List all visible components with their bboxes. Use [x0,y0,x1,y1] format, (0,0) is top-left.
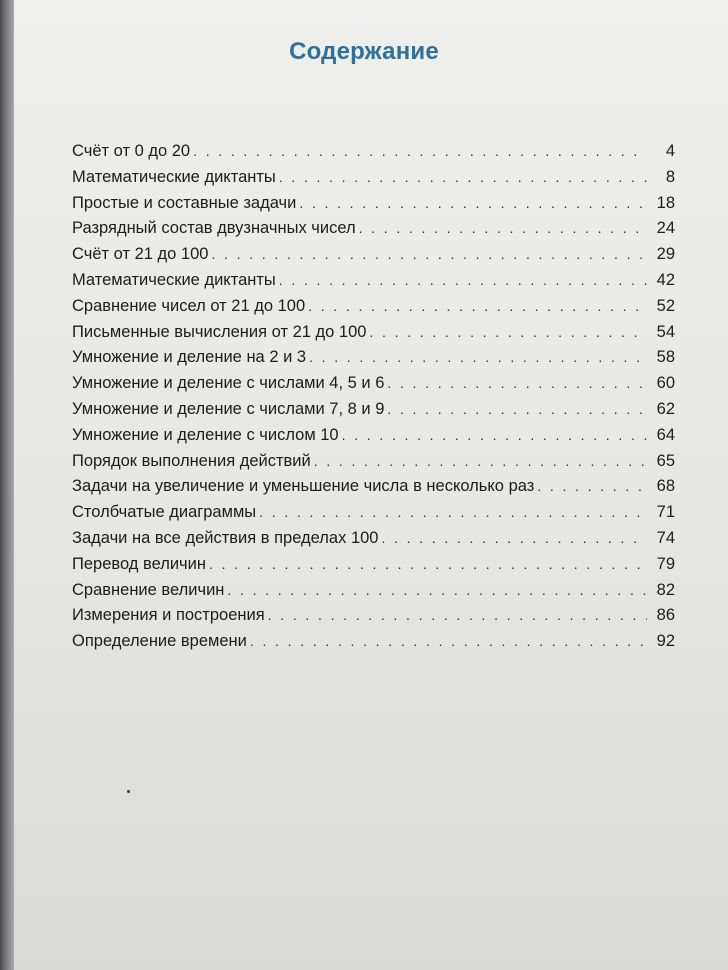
toc-entry-label: Определение времени [72,632,247,651]
toc-entry-page-number: 60 [656,374,675,393]
toc-entry [72,581,675,607]
toc-entry-label: Задачи на увеличение и уменьшение числа в несколько раз [72,477,535,496]
toc-entry-label: Счёт от 21 до 100 [72,245,209,264]
toc-entry [72,503,675,529]
toc-entry-page-number: 29 [656,245,675,264]
toc-dot-leader [359,220,647,236]
toc-entry-label: Математические диктанты [72,270,276,289]
toc-entry-page-number: 92 [656,632,675,651]
toc-dot-leader [387,375,647,391]
toc-dot-leader [227,582,647,598]
toc-dot-leader [279,272,647,288]
toc-entry-label: Перевод величин [72,554,206,573]
toc-entry-label: Сравнение величин [72,580,225,599]
toc-entry-page-number: 42 [656,270,675,289]
toc-dot-leader [309,349,647,365]
toc-entry [72,477,675,503]
toc-entry-label: Задачи на все действия в пределах 100 [72,528,379,547]
toc-entry-label: Умножение и деление с числами 7, 8 и 9 [72,399,385,418]
toc-entry-page-number: 18 [656,193,675,212]
toc-entry-page-number: 82 [656,580,675,599]
toc-entry [72,271,675,297]
toc-entry-page-number: 58 [656,348,675,367]
toc-entry-page-number: 65 [656,451,675,470]
toc-entry-label: Порядок выполнения действий [72,451,311,470]
toc-entry [72,529,675,555]
toc-entry [72,168,675,194]
toc-dot-leader [314,453,647,469]
toc-dot-leader [387,401,647,417]
toc-entry-page-number: 8 [665,167,675,186]
toc-entry-page-number: 52 [656,296,675,315]
toc-dot-leader [369,324,647,340]
toc-entry [72,323,675,349]
toc-entry-label: Простые и составные задачи [72,193,297,212]
toc-entry [72,632,675,658]
toc-entry-page-number: 86 [656,606,675,625]
toc-entry [72,245,675,271]
toc-dot-leader [381,530,647,546]
toc-entry-label: Математические диктанты [72,167,276,186]
toc-entry [72,555,675,581]
toc-dot-leader [308,298,647,314]
toc-entry-page-number: 54 [656,322,675,341]
page-title: Содержание [289,38,439,66]
toc-dot-leader [209,556,647,572]
toc-entry-label: Измерения и построения [72,606,265,625]
toc-entry [72,374,675,400]
toc-dot-leader [259,504,647,520]
toc-entry-page-number: 71 [656,503,675,522]
toc-entry-label: Счёт от 0 до 20 [72,142,191,160]
toc-entry-page-number: 4 [665,142,675,160]
paper-speck [127,790,130,793]
toc-dot-leader [193,143,647,159]
toc-entry [72,400,675,426]
table-of-contents [72,142,675,658]
toc-entry-label: Умножение и деление на 2 и 3 [72,348,307,367]
toc-entry-page-number: 79 [656,554,675,573]
toc-dot-leader [211,246,647,262]
toc-entry [72,194,675,220]
toc-entry-label: Столбчатые диаграммы [72,503,257,522]
toc-entry-page-number: 68 [656,477,675,496]
toc-entry-page-number: 24 [656,219,675,238]
toc-dot-leader [279,169,647,185]
toc-dot-leader [299,195,647,211]
toc-entry-page-number: 64 [656,425,675,444]
toc-entry [72,606,675,632]
toc-dot-leader [268,607,647,623]
toc-entry [72,142,675,168]
toc-entry [72,297,675,323]
toc-entry-page-number: 62 [656,399,675,418]
toc-entry-label: Разрядный состав двузначных чисел [72,219,356,238]
toc-entry-label: Письменные вычисления от 21 до 100 [72,322,367,341]
toc-entry [72,219,675,245]
toc-entry-label: Умножение и деление с числами 4, 5 и 6 [72,374,385,393]
toc-dot-leader [537,478,647,494]
toc-entry [72,426,675,452]
toc-entry-label: Сравнение чисел от 21 до 100 [72,296,306,315]
toc-dot-leader [342,427,647,443]
toc-entry [72,348,675,374]
book-binding-edge [0,0,14,970]
toc-entry-label: Умножение и деление с числом 10 [72,425,339,444]
toc-entry-page-number: 74 [656,528,675,547]
toc-entry [72,452,675,478]
toc-dot-leader [250,633,647,649]
